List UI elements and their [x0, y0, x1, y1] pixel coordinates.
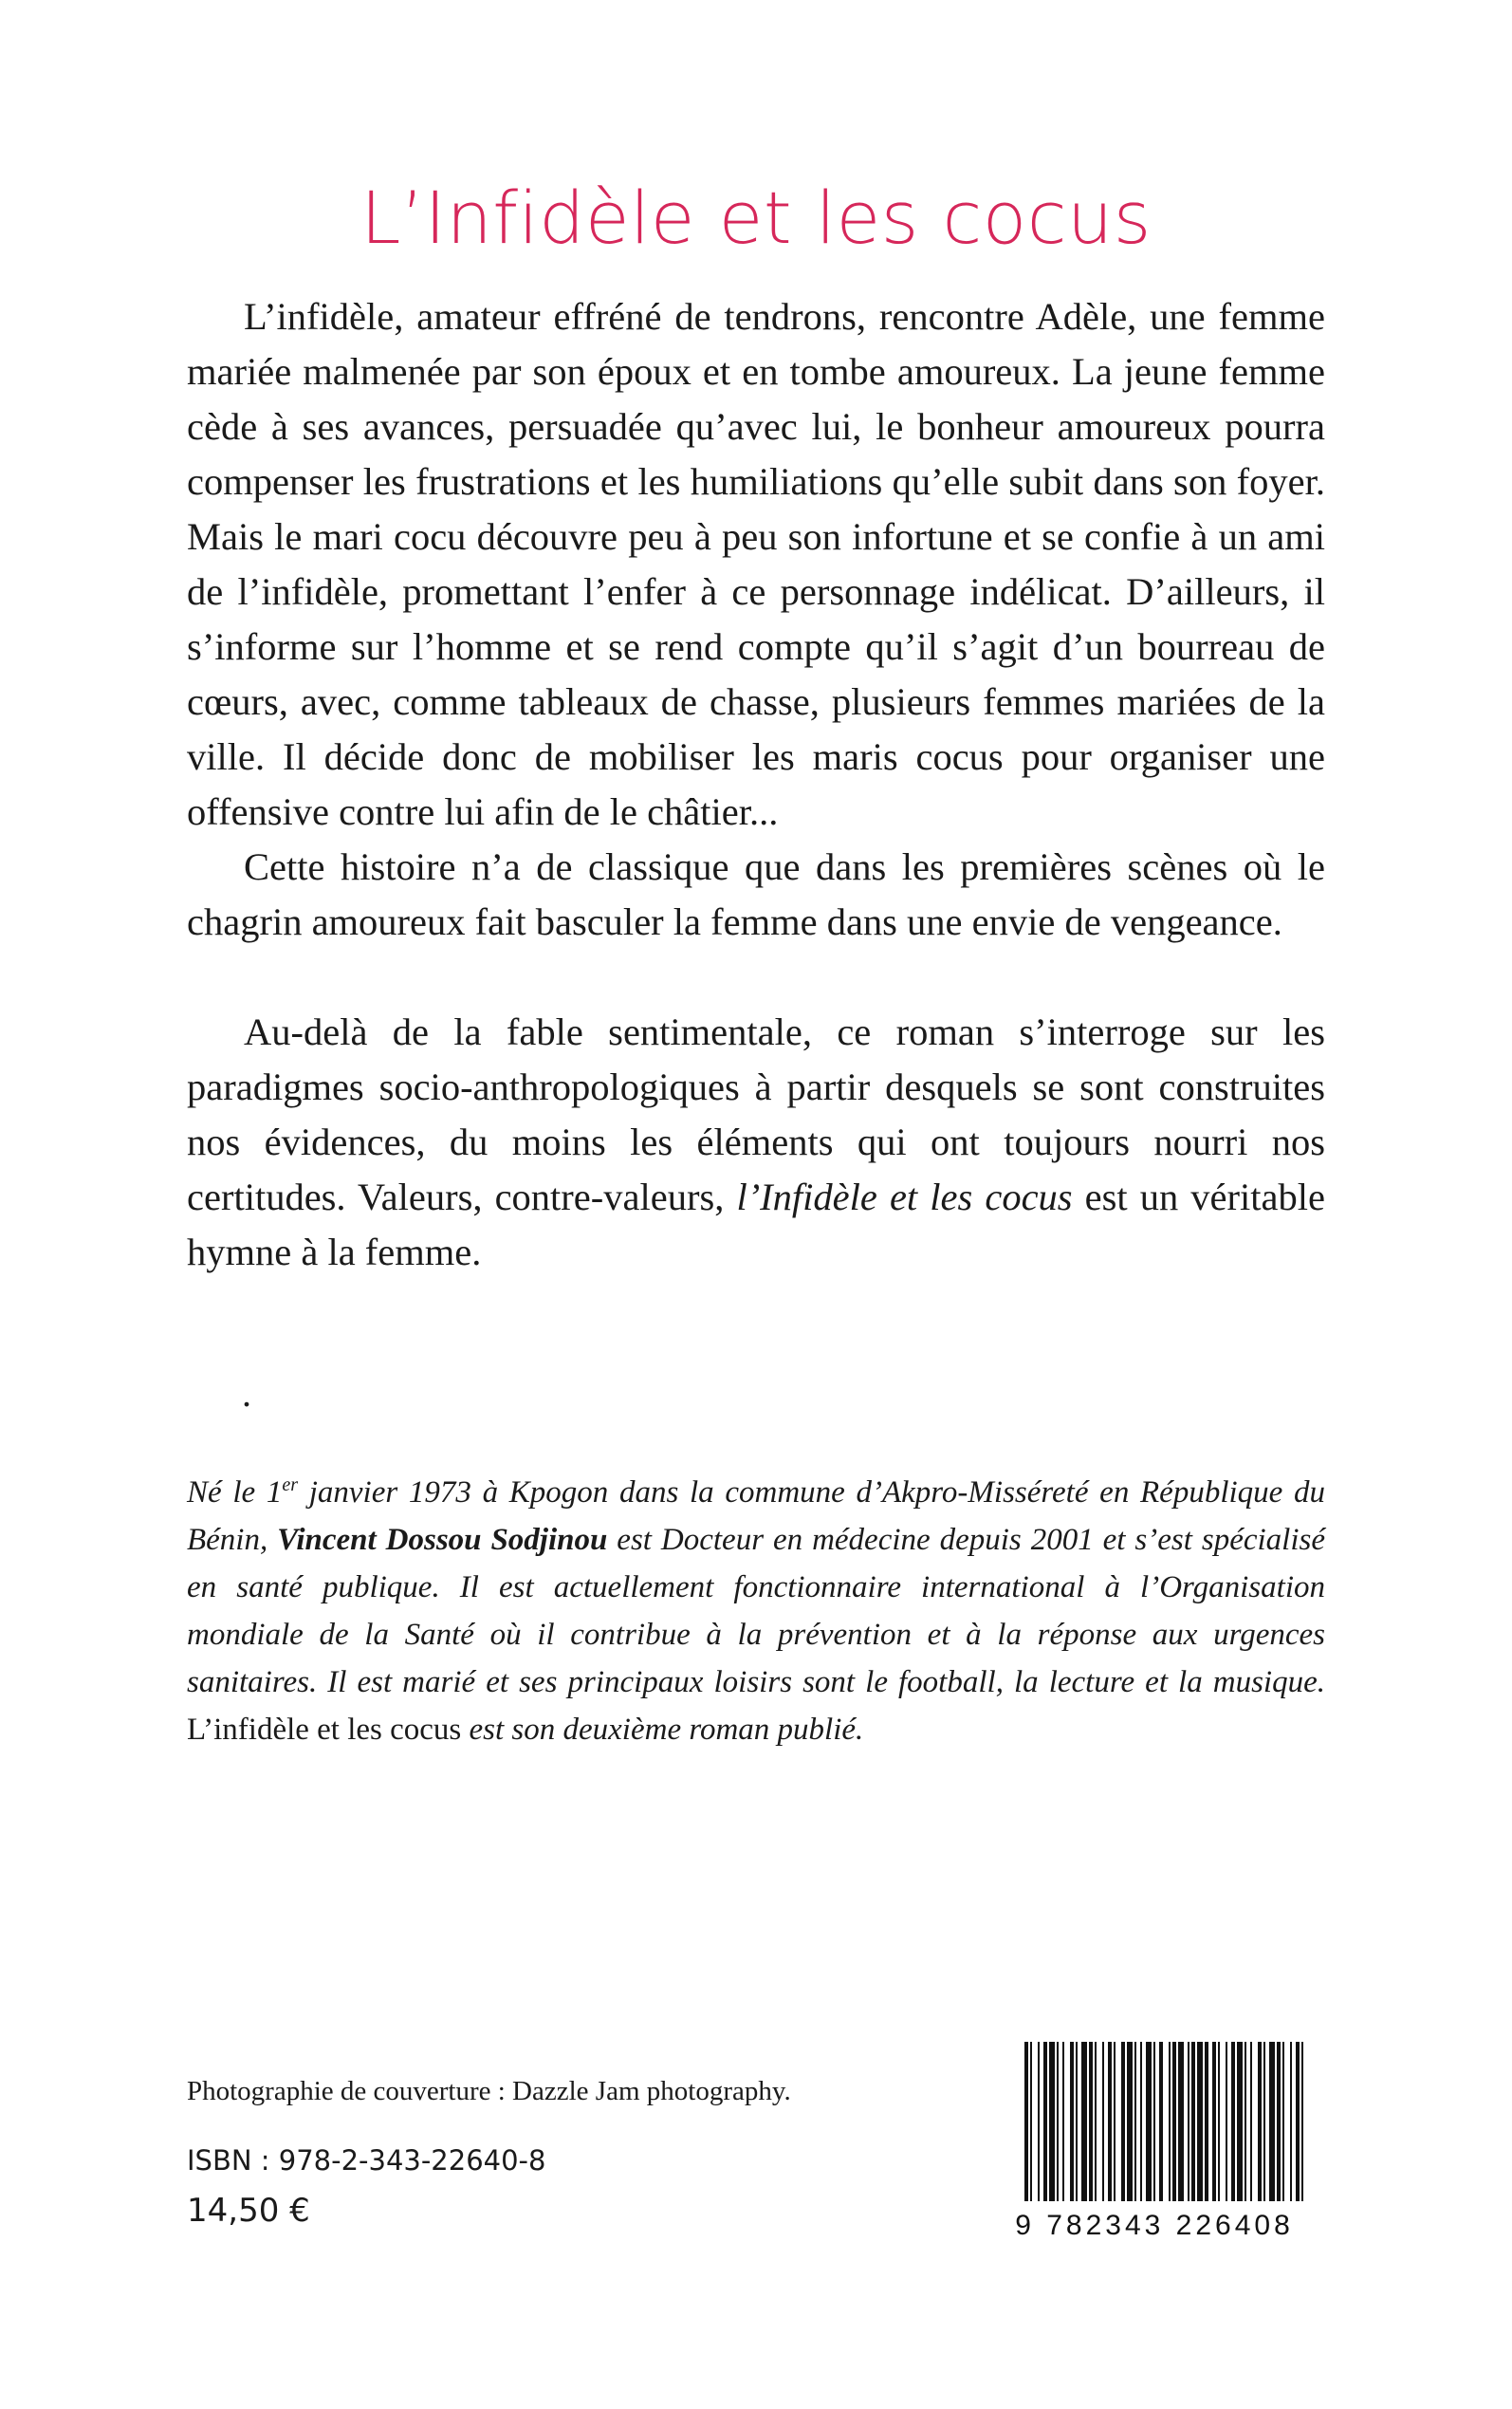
blurb-paragraph-1: L’infidèle, amateur effréné de tendrons, rencontre Adèle, une femme mariée malmenée par son époux et en tombe amoureux. La jeune femme cède à ses avances, persuadée qu’avec lui, le bonheur amoureux pourra compenser les frustrations et les humiliations qu’elle subit dans son foyer. Mais le mari cocu découvre peu à peu son infortune et se confie à un ami de l’infidèle, promettant l’enfer à ce personnage indélicat. D’ailleurs, il s’informe sur l’homme et se rend compte qu’il s’agit d’un bourreau de cœurs, avec, comme tableaux de chasse, plusieurs femmes mariées de la ville. Il décide donc de mobiliser les maris cocus pour organiser une offensive contre lui afin de le châtier... [187, 295, 1325, 833]
barcode [996, 2042, 1313, 2243]
author-bio [187, 1469, 1325, 1753]
author-bio-text [187, 1469, 1325, 1753]
blurb-p3-title: l’Infidèle et les cocus [736, 1176, 1073, 1218]
blurb-p3-start: Au-delà de la fable sentimentale, ce roman s’interroge sur les paradigmes socio-anthropologiques à partir desquels se sont construites nos évidences, du moins les éléments qui ont toujours nourri nos certitudes. Valeurs, contre-valeurs, [187, 1010, 1325, 1218]
stray-dot: . [242, 1372, 251, 1415]
barcode-digits: 9 782343 226408 [1015, 2210, 1294, 2241]
bio-part-1: Né le 1 [187, 1475, 283, 1510]
back-cover-blurb [187, 289, 1325, 1280]
bio-part-4: est son deuxième roman publié. [461, 1713, 864, 1747]
author-name: Vincent Dossou Sodjinou [277, 1523, 608, 1557]
price: 14,50 € [187, 2192, 310, 2230]
blurb-paragraph-3 [187, 1005, 1325, 1280]
blurb-paragraph-2: Cette histoire n’a de classique que dans les premières scènes où le chagrin amoureux fait basculer la femme dans une envie de vengeance. [187, 845, 1325, 943]
blurb-p3-end: est un véritable hymne à la femme. [187, 1176, 1325, 1273]
book-title: L’Infidèle et les cocus [360, 176, 1152, 260]
isbn: ISBN : 978-2-343-22640-8 [187, 2144, 546, 2177]
photo-credit: Photographie de couverture : Dazzle Jam photography. [187, 2076, 791, 2106]
bio-part-2: janvier 1973 à Kpogon dans la commune d’Akpro-Misséreté en République du Bénin, [187, 1475, 1325, 1557]
bio-book-title: L’infidèle et les cocus [187, 1713, 462, 1747]
bio-superscript: er [282, 1474, 299, 1495]
bio-part-3: est Docteur en médecine depuis 2001 et s’est spécialisé en santé publique. Il est actuellement fonctionnaire international à l’Organisation mondiale de la Santé où il contribue à la prévention et à la réponse aux urgences sanitaires. Il est marié et ses principaux loisirs sont le football, la lecture et la musique. [187, 1523, 1325, 1699]
